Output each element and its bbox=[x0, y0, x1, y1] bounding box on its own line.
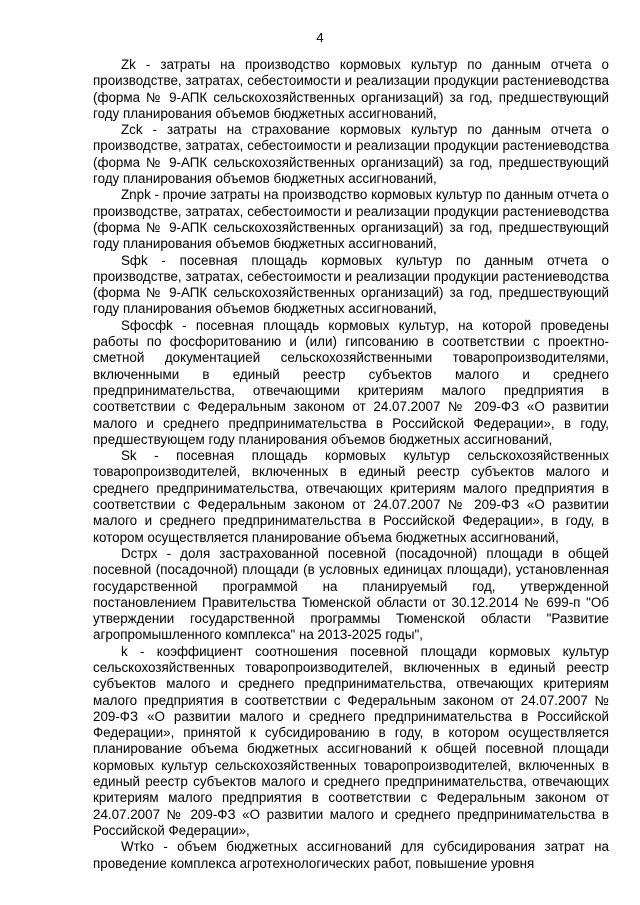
definition-sfk: Sфk - посевная площадь кормовых культур по данным отчета о производстве, затратах, себестоимости и реализации продукции растениеводства (форма № 9-АПК сельскохозяйственных организаций) за год, предшествующий году планирования объемов бюджетных ассигнований, bbox=[93, 252, 609, 317]
definition-znpk: Znpk - прочие затраты на производство кормовых культур по данным отчета о производстве, затратах, себестоимости и реализации продукции растениеводства (форма № 9-АПК сельскохозяйственных организаций) за год, предшествующий году планирования объемов бюджетных ассигнований, bbox=[93, 187, 609, 252]
definition-dstrh: Dстрх - доля застрахованной посевной (посадочной) площади в общей посевной (посадочной) площади (в условных единицах площади), установленная государственной программой на планируемый год, утвержденной постановлением Правительства Тюменской области от 30.12.2014 № 699-п "Об утверждении государственной программы Тюменской области "Развитие агропромышленного комплекса" на 2013-2025 годы", bbox=[93, 545, 609, 643]
definition-sk: Sk - посевная площадь кормовых культур сельскохозяйственных товаропроизводителей, включенных в единый реестр субъектов малого и среднего предпринимательства, отвечающих критериям малого предприятия в соответствии с Федеральным законом от 24.07.2007 № 209-ФЗ «О развитии малого и среднего предпринимательства в Российской Федерации», в году, в котором осуществляется планирование объема бюджетных ассигнований, bbox=[93, 448, 609, 545]
definition-zk: Zk - затраты на производство кормовых культур по данным отчета о производстве, затратах, себестоимости и реализации продукции растениеводства (форма № 9-АПК сельскохозяйственных организаций) за год, предшествующий году планирования объемов бюджетных ассигнований, bbox=[93, 57, 609, 121]
definition-wtko: Wтko - объем бюджетных ассигнований для субсидирования затрат на проведение комплекса агротехнологических работ, повышение уровня bbox=[93, 839, 609, 871]
definition-k: k - коэффициент соотношения посевной площади кормовых культур сельскохозяйственных товаропроизводителей, включенных в единый реестр субъектов малого и среднего предпринимательства, отвечающих критериям малого предприятия в соответствии с Федеральным законом от 24.07.2007 № 209-ФЗ «О развитии малого и среднего предпринимательства в Российской Федерации», принятой к субсидированию в году, в котором осуществляется планирование объема бюджетных ассигнований к общей посевной площади кормовых культур сельскохозяйственных товаропроизводителей, включенных в единый реестр субъектов малого и среднего предпринимательства, отвечающих критериям малого предприятия в соответствии с Федеральным законом от 24.07.2007 № 209-ФЗ «О развитии малого и среднего предпринимательства в Российской Федерации», bbox=[93, 643, 609, 838]
definition-sfosfk: Sфосфk - посевная площадь кормовых культур, на которой проведены работы по фосфоритованию и (или) гипсованию в соответствии с проектно-сметной документацией сельскохозяйственными товаропроизводителями, включенными в единый реестр субъектов малого и среднего предпринимательства, отвечающими критериям малого предприятия в соответствии с Федеральным законом от 24.07.2007 № 209-ФЗ «О развитии малого и среднего предпринимательства в Российской Федерации», в году, предшествующем году планирования объемов бюджетных ассигнований, bbox=[93, 317, 609, 447]
page-number: 4 bbox=[316, 30, 324, 45]
document-body bbox=[93, 57, 609, 872]
definition-zck: Zck - затраты на страхование кормовых культур по данным отчета о производстве, затратах, себестоимости и реализации продукции растениеводства (форма № 9-АПК сельскохозяйственных организаций) за год, предшествующий году планирования объемов бюджетных ассигнований, bbox=[93, 122, 609, 187]
